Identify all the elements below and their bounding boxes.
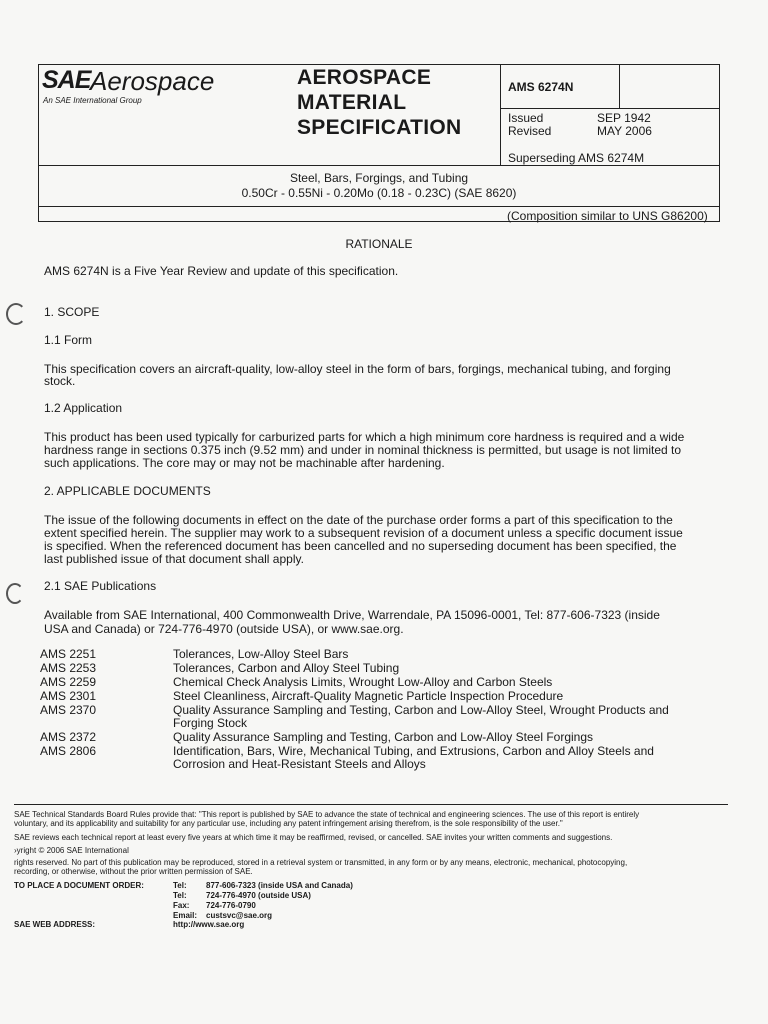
doc-title-line-3: SPECIFICATION xyxy=(297,116,462,139)
application-text-line: This product has been used typically for carburized parts for which a high minimum core hardness is required and a wide xyxy=(44,430,685,444)
section-application-heading: 1.2 Application xyxy=(44,401,123,415)
composition-note: (Composition similar to UNS G86200) xyxy=(507,209,708,223)
aerospace-logo-text: Aerospace xyxy=(90,66,215,96)
spec-number: AMS 6274N xyxy=(508,80,574,94)
footer-review: SAE reviews each technical report at least every five years at which time it may be reaffirmed, revised, or cancelled. SAE invites your written comments and suggestions. xyxy=(14,833,613,842)
applicable-text-line: last published issue of that document shall apply. xyxy=(44,552,304,566)
contact-label: Email: xyxy=(173,911,198,920)
doc-title: Quality Assurance Sampling and Testing, Carbon and Low-Alloy Steel Forgings xyxy=(173,730,594,744)
doc-code: AMS 2253 xyxy=(40,661,97,675)
application-text-line: hardness range in sections 0.375 inch (9.52 mm) and under in nominal thickness is permitted, but usage is not limited to xyxy=(44,443,682,457)
rationale-heading: RATIONALE xyxy=(345,237,413,251)
doc-title-line-1: AEROSPACE xyxy=(297,66,432,89)
doc-title: Steel Cleanliness, Aircraft-Quality Magnetic Particle Inspection Procedure xyxy=(173,689,564,703)
revised-date: MAY 2006 xyxy=(597,124,652,138)
binder-hole-mark xyxy=(6,583,24,604)
doc-title: Quality Assurance Sampling and Testing, Carbon and Low-Alloy Steel, Wrought Products and xyxy=(173,703,669,717)
doc-code: AMS 2370 xyxy=(40,703,97,717)
contact-label: Fax: xyxy=(173,901,190,910)
binder-hole-mark xyxy=(6,303,26,325)
subject-line-1: Steel, Bars, Forgings, and Tubing xyxy=(289,171,469,185)
footer-rights-line: recording, or otherwise, without the prior written permission of SAE. xyxy=(14,867,253,876)
available-text-line: Available from SAE International, 400 Commonwealth Drive, Warrendale, PA 15096-0001, Tel: 877-606-7323 (inside xyxy=(44,608,660,622)
contact-label: Tel: xyxy=(173,891,187,900)
footer-divider xyxy=(14,804,728,805)
revised-label: Revised xyxy=(508,124,552,138)
issued-label: Issued xyxy=(508,111,544,125)
applicable-text-line: is specified. When the referenced document has been cancelled and no superseding document has been specified, the xyxy=(44,539,677,553)
doc-code: AMS 2372 xyxy=(40,730,97,744)
applicable-text-line: extent specified herein. The supplier may work to a subsequent revision of a document unless a specific document issue xyxy=(44,526,683,540)
logo-subtitle: An SAE International Group xyxy=(43,96,142,105)
available-text-line: USA and Canada) or 724-776-4970 (outside USA), or www.sae.org. xyxy=(44,622,404,636)
order-label: TO PLACE A DOCUMENT ORDER: xyxy=(14,881,144,890)
doc-code: AMS 2301 xyxy=(40,689,97,703)
contact-value: 877-606-7323 (inside USA and Canada) xyxy=(206,881,353,890)
section-sae-publications-heading: 2.1 SAE Publications xyxy=(44,579,157,593)
footer-rules-line: SAE Technical Standards Board Rules provide that: "This report is published by SAE to advance the state of technical and engineering sciences. The use of this report is entirely xyxy=(14,810,640,819)
web-address-link[interactable]: http://www.sae.org xyxy=(173,920,245,929)
section-applicable-heading: 2. APPLICABLE DOCUMENTS xyxy=(44,484,211,498)
rationale-text: AMS 6274N is a Five Year Review and update of this specification. xyxy=(44,264,399,278)
doc-title: Identification, Bars, Wire, Mechanical Tubing, and Extrusions, Carbon and Alloy Steels and xyxy=(173,744,654,758)
contact-label: Tel: xyxy=(173,881,187,890)
contact-value: 724-776-0790 xyxy=(206,901,256,910)
contact-value: 724-776-4970 (outside USA) xyxy=(206,891,311,900)
sae-logo: SAE xyxy=(42,66,91,94)
doc-title: Tolerances, Low-Alloy Steel Bars xyxy=(173,647,349,661)
doc-title: Chemical Check Analysis Limits, Wrought Low-Alloy and Carbon Steels xyxy=(173,675,553,689)
doc-code: AMS 2806 xyxy=(40,744,97,758)
email-link[interactable]: custsvc@sae.org xyxy=(206,911,273,920)
superseding-note: Superseding AMS 6274M xyxy=(508,151,645,165)
doc-title: Forging Stock xyxy=(173,716,248,730)
doc-code: AMS 2259 xyxy=(40,675,97,689)
section-scope-heading: 1. SCOPE xyxy=(44,305,100,319)
footer-rules-line: voluntary, and its applicability and suitability for any particular use, including any patent infringement arising therefrom, is the sole responsibility of the user." xyxy=(14,819,563,828)
doc-title-line-2: MATERIAL xyxy=(297,91,407,114)
subject-line-2: 0.50Cr - 0.55Ni - 0.20Mo (0.18 - 0.23C) (SAE 8620) xyxy=(241,186,517,200)
form-text-line: This specification covers an aircraft-quality, low-alloy steel in the form of bars, forgings, mechanical tubing, and forging xyxy=(44,362,671,376)
doc-title: Tolerances, Carbon and Alloy Steel Tubing xyxy=(173,661,400,675)
footer-rights-line: rights reserved. No part of this publication may be reproduced, stored in a retrieval system or transmitted, in any form or by any means, electronic, mechanical, photocopying, xyxy=(14,858,628,867)
footer-copyright: ›yright © 2006 SAE International xyxy=(14,846,129,855)
doc-code: AMS 2251 xyxy=(40,647,97,661)
doc-title: Corrosion and Heat-Resistant Steels and Alloys xyxy=(173,757,426,771)
form-text-line: stock. xyxy=(44,374,76,388)
web-label: SAE WEB ADDRESS: xyxy=(14,920,96,929)
section-form-heading: 1.1 Form xyxy=(44,333,93,347)
applicable-text-line: The issue of the following documents in effect on the date of the purchase order forms a part of this specification to the xyxy=(44,513,673,527)
application-text-line: such applications. The core may or may not be machinable after hardening. xyxy=(44,456,445,470)
issued-date: SEP 1942 xyxy=(597,111,651,125)
